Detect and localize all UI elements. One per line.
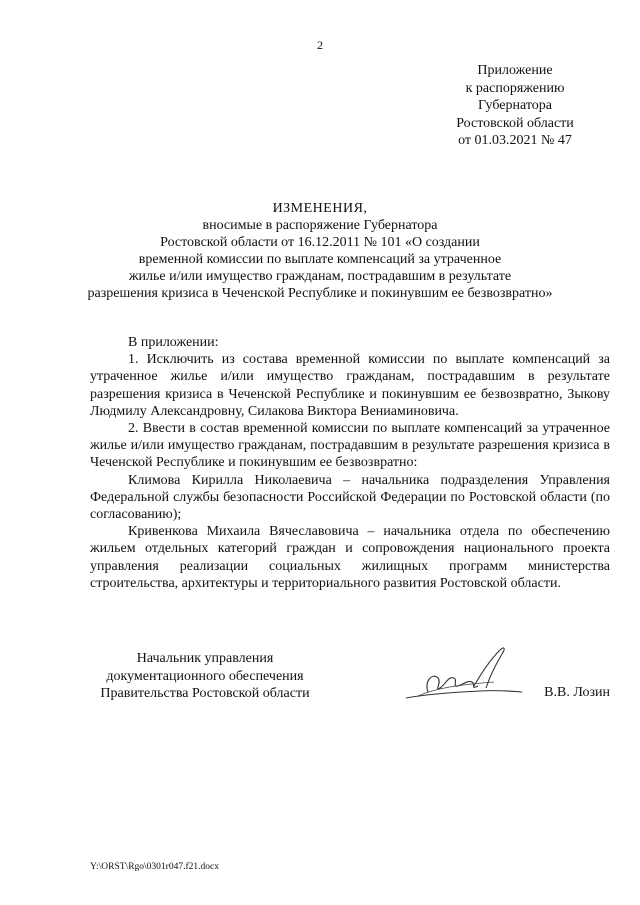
handwritten-signature xyxy=(398,642,528,708)
title-line: вносимые в распоряжение Губернатора xyxy=(202,218,438,233)
position-line: документационного обеспечения xyxy=(106,668,304,684)
body-paragraph: Климова Кирилла Николаевича – начальника подразделения Управления Федеральной службы безопасности Российской Федерации по Ростовской области (по согласованию); xyxy=(90,472,610,523)
appendix-line: Губернатора xyxy=(477,98,553,113)
title-heading: ИЗМЕНЕНИЯ, xyxy=(272,201,368,216)
signatory-name: В.В. Лозин xyxy=(544,685,610,700)
body-paragraph: Кривенкова Михаила Вячеславовича – начальника отдела по обеспечению жильем отдельных категорий граждан и сопровождения национального проекта управления реализации социальных жилищных программ министерства строительства, архитектуры и территориального развития Ростовской области. xyxy=(90,524,610,591)
position-line: Правительства Ростовской области xyxy=(100,686,310,701)
appendix-line: Ростовской области xyxy=(456,115,574,131)
body-paragraph: 1. Исключить из состава временной комиссии по выплате компенсаций за утраченное жилье и/или имущество гражданам, пострадавшим в результате разрешения кризиса в Чеченской Республике и покинувшим ее безвозвратно, Зыкову Людмилу Александровну, Силакова Виктора Вениаминовича. xyxy=(90,352,610,419)
document-title xyxy=(60,200,580,302)
document-body xyxy=(90,334,610,592)
position-line: Начальник управления xyxy=(136,651,274,666)
appendix-line: от 01.03.2021 № 47 xyxy=(458,133,572,148)
file-path-footer: Y:\ORST\Rgo\0301r047.f21.docx xyxy=(90,862,219,872)
title-line: разрешения кризиса в Чеченской Республике и покинувшим ее безвозвратно» xyxy=(87,286,553,301)
title-line: Ростовской области от 16.12.2011 № 101 «О создании xyxy=(160,235,480,250)
body-paragraph: 2. Ввести в состав временной комиссии по выплате компенсаций за утраченное жилье и/или имущество гражданам, пострадавшим в результате разрешения кризиса в Чеченской Республике и покинувшим ее безвозвратно: xyxy=(90,421,610,471)
appendix-line: к распоряжению xyxy=(465,80,565,96)
page-number: 2 xyxy=(317,38,323,52)
title-line: жилье и/или имущество гражданам, пострадавшим в результате xyxy=(128,269,512,284)
title-line: временной комиссии по выплате компенсаций за утраченное xyxy=(138,252,502,267)
signatory-position xyxy=(90,650,320,703)
appendix-block xyxy=(440,62,590,150)
appendix-line: Приложение xyxy=(477,63,553,78)
body-intro: В приложении: xyxy=(128,335,219,350)
